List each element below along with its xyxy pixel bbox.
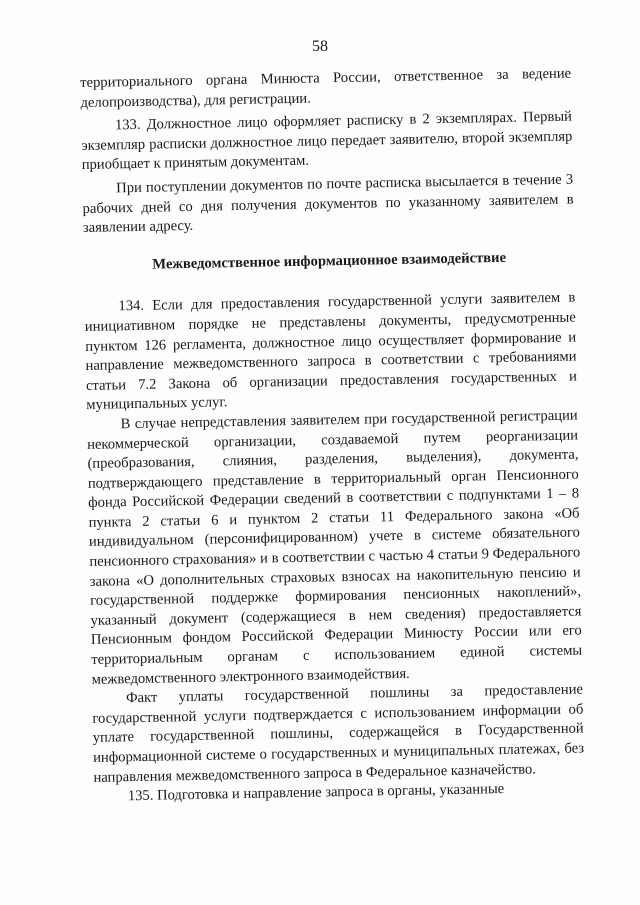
paragraph-pension-fund: В случае непредставления заявителем при государственной регистрации некоммерческой организации, создаваемой путем реорганизации (преобразования, слияния, разделения, выделения), документа, подтверждающего представление в территориальный орган Пенсионного фонда Российской Федерации сведений в соответствии с подпунктами 1 – 8 пункта 2 статьи 6 и пунктом 2 статьи 11 Федерального закона «Об индивидуальном (персонифицированном) учете в системе обязательного пенсионного страхования» и в соответствии с частью 4 статьи 9 Федерального закона «О дополнительных страховых взносах на накопительную пенсию и государственной поддержке формирования пенсионных накоплений», указанный документ (содержащиеся в нем сведения) предоставляется Пенсионным фондом Российской Федерации Минюсту России или его территориальным органам с использованием единой системы межведомственного электронного взаимодействия. (86, 407, 583, 688)
paragraph-134: 134. Если для предоставления государственной услуги заявителем в инициативном порядке не представлены документы, предусмотренные пунктом 126 регламента, должностное лицо осуществляет формирование и направление межведомственного запроса в соответствии с требованиями статьи 7.2 Закона об организации предоставления государственных и муниципальных услуг. (84, 289, 578, 414)
page-body (80, 65, 585, 808)
section-heading: Межведомственное информационное взаимодействие (152, 249, 507, 273)
paragraph-133: 133. Должностное лицо оформляет расписку в 2 экземплярах. Первый экземпляр расписки должностное лицо передает заявителю, второй экземпляр приобщает к принятым документам. (81, 108, 573, 174)
paragraph-continuation: территориального органа Минюста России, ответственное за ведение делопроизводства), для регистрации. (80, 65, 572, 111)
paragraph-135: 135. Подготовка и направление запроса в органы, указанные (127, 781, 505, 805)
paragraph-postal-receipt: При поступлении документов по почте расписка высылается в течение 3 рабочих дней со дня получения документов по указанному заявителем в заявлении адресу. (82, 171, 574, 237)
page-number: 58 (312, 38, 328, 55)
paragraph-state-fee: Факт уплаты государственной пошлины за предоставление государственной услуги подтверждается с использованием информации об уплате государственной пошлины, содержащейся в Государственной информационной системе о государственных и муниципальных платежах, без направления межведомственного запроса в Федеральное казначейство. (92, 681, 585, 786)
